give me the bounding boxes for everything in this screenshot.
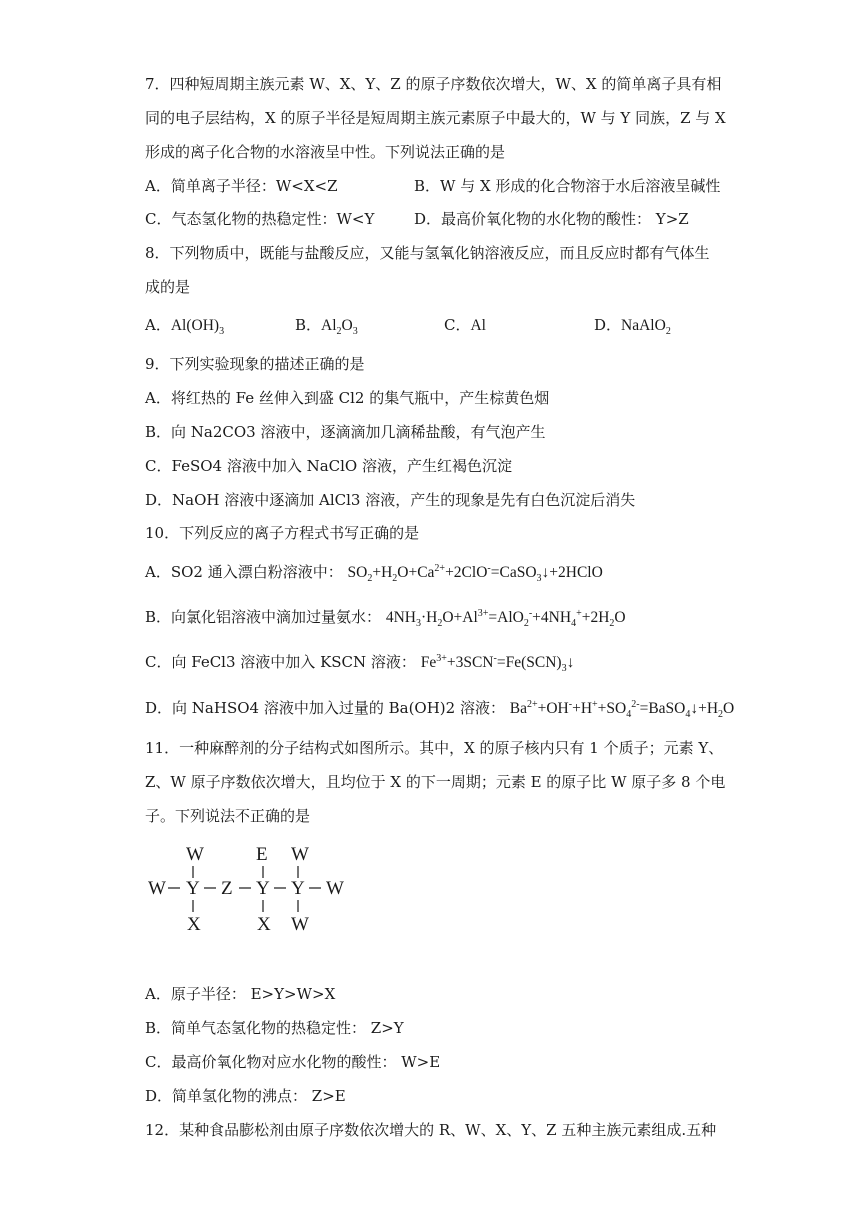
atom-x-bottom-2: X bbox=[257, 914, 271, 935]
q11-stem-line-1: 11．一种麻醉剂的分子结构式如图所示。其中，X 的原子核内只有 1 个质子；元素 Y、 bbox=[145, 739, 724, 757]
q9-stem: 9．下列实验现象的描述正确的是 bbox=[145, 355, 365, 373]
molecule-structure-diagram bbox=[140, 838, 360, 938]
q10-option-a-text: A．SO2 通入漂白粉溶液中： bbox=[145, 563, 343, 581]
q11-option-b: B．简单气态氢化物的热稳定性： Z>Y bbox=[145, 1019, 404, 1037]
q11-option-d: D．简单氢化物的沸点： Z>E bbox=[145, 1087, 346, 1105]
q10-option-d bbox=[145, 698, 734, 719]
atom-w-right: W bbox=[326, 878, 344, 899]
q10-option-c-text: C．向 FeCl3 溶液中加入 KSCN 溶液： bbox=[145, 653, 416, 671]
q10-option-b bbox=[145, 607, 626, 628]
q12-stem: 12．某种食品膨松剂由原子序数依次增大的 R、W、X、Y、Z 五种主族元素组成.五种 bbox=[145, 1121, 717, 1139]
q11-stem-line-3: 子。下列说法不正确的是 bbox=[145, 807, 311, 825]
atom-w-top-2: W bbox=[291, 844, 309, 865]
q8-option-b-label: B． bbox=[295, 316, 322, 334]
q10-option-c-equation: $Fe^{3+}+3SCN^-=Fe(SCN)_3↓$ bbox=[420, 652, 575, 675]
q7-stem-line-3: 形成的离子化合物的水溶液呈中性。下列说法正确的是 bbox=[145, 143, 506, 161]
q8-option-c-formula: Al bbox=[470, 317, 486, 334]
q7-option-b: B．W 与 X 形成的化合物溶于水后溶液呈碱性 bbox=[414, 177, 721, 195]
atom-z: Z bbox=[221, 878, 233, 899]
q8-option-d-label: D． bbox=[594, 316, 622, 334]
q11-option-a: A．原子半径： E>Y>W>X bbox=[145, 985, 336, 1003]
q7-option-d: D．最高价氧化物的水化物的酸性： Y>Z bbox=[414, 210, 689, 228]
q8-option-c bbox=[444, 315, 486, 336]
atom-e-top: E bbox=[256, 844, 268, 865]
q9-option-b: B．向 Na2CO3 溶液中，逐滴滴加几滴稀盐酸，有气泡产生 bbox=[145, 423, 546, 441]
q7-stem-line-1: 7．四种短周期主族元素 W、X、Y、Z 的原子序数依次增大，W、X 的简单离子具有相 bbox=[145, 75, 722, 93]
atom-y-2: Y bbox=[256, 878, 270, 899]
q11-stem-line-2: Z、W 原子序数依次增大，且均位于 X 的下一周期；元素 E 的原子比 W 原子多 8 个电 bbox=[145, 773, 726, 791]
q8-option-a bbox=[145, 315, 224, 336]
atom-w-top-1: W bbox=[186, 844, 204, 865]
atom-x-bottom-1: X bbox=[187, 914, 201, 935]
q8-option-d bbox=[594, 315, 671, 336]
atom-y-3: Y bbox=[291, 878, 305, 899]
q8-option-a-label: A． bbox=[145, 316, 171, 334]
q10-option-a-equation: $SO_2+H_2O+Ca^{2+}+2ClO^-=CaSO_3↓+2HClO$ bbox=[347, 562, 603, 585]
q10-option-d-text: D．向 NaHSO4 溶液中加入过量的 Ba(OH)2 溶液： bbox=[145, 699, 505, 717]
q10-stem: 10．下列反应的离子方程式书写正确的是 bbox=[145, 524, 420, 542]
q7-stem-line-2: 同的电子层结构，X 的原子半径是短周期主族元素原子中最大的，W 与 Y 同族，Z 与 X bbox=[145, 109, 726, 127]
q8-stem-line-2: 成的是 bbox=[145, 278, 191, 296]
q8-option-c-label: C． bbox=[444, 316, 471, 334]
q8-option-b-formula: $Al_2O_3$ bbox=[321, 317, 358, 338]
q8-option-b bbox=[295, 315, 358, 336]
q10-option-d-equation: $Ba^{2+}+OH^-+H^++SO_4^{2-}=BaSO_4↓+H_2O$ bbox=[509, 698, 735, 721]
q10-option-c bbox=[145, 652, 574, 673]
q10-option-a bbox=[145, 562, 603, 583]
q8-option-d-formula: NaAlO$_2$ bbox=[621, 317, 671, 338]
q7-option-a: A．简单离子半径：W<X<Z bbox=[145, 177, 338, 195]
q11-option-c: C．最高价氧化物对应水化物的酸性： W>E bbox=[145, 1053, 441, 1071]
q9-option-a: A．将红热的 Fe 丝伸入到盛 Cl2 的集气瓶中，产生棕黄色烟 bbox=[145, 389, 550, 407]
q8-option-a-formula: $Al(OH)_3$ bbox=[170, 317, 225, 338]
q10-option-b-equation: $4NH_3\cdot H_2O+Al^{3+}=AlO_2^-+4NH_4^++2H_2O$ bbox=[385, 607, 626, 630]
q10-option-b-text: B．向氯化铝溶液中滴加过量氨水： bbox=[145, 608, 382, 626]
atom-w-left: W bbox=[148, 878, 166, 899]
atom-w-bottom: W bbox=[291, 914, 309, 935]
q9-option-c: C．FeSO4 溶液中加入 NaClO 溶液，产生红褐色沉淀 bbox=[145, 457, 513, 475]
q8-stem-line-1: 8．下列物质中，既能与盐酸反应，又能与氢氧化钠溶液反应，而且反应时都有气体生 bbox=[145, 244, 710, 262]
atom-y-1: Y bbox=[186, 878, 200, 899]
q9-option-d: D．NaOH 溶液中逐滴加 AlCl3 溶液，产生的现象是先有白色沉淀后消失 bbox=[145, 491, 636, 509]
q7-option-c: C．气态氢化物的热稳定性：W<Y bbox=[145, 210, 375, 228]
